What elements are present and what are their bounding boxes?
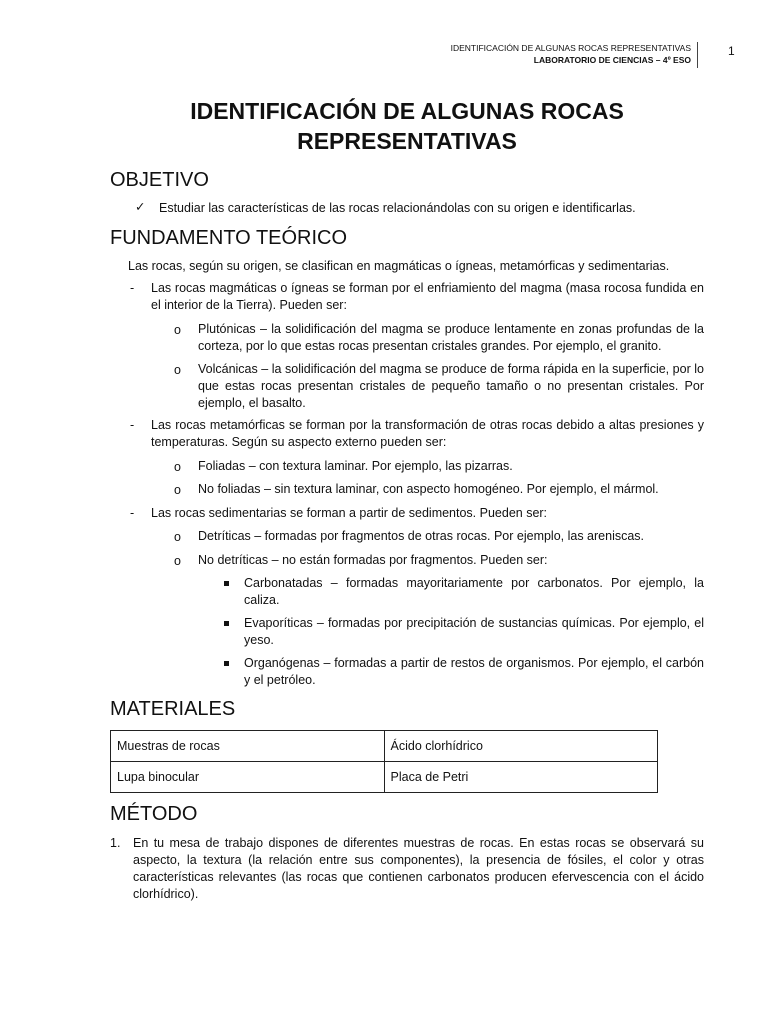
volcanicas-text: Volcánicas – la solidificación del magma se produce de forma rápida en la superficie, por lo que estas rocas presentan cristales de pequeño tamaño o no presentan cristales. Por ejemplo, el basalto. [198,362,704,410]
square-bullet-icon [224,661,229,666]
dash-bullet: - [130,281,135,295]
foliadas-text: Foliadas – con textura laminar. Por ejemplo, las pizarras. [198,459,513,473]
heading-fundamento: FUNDAMENTO TEÓRICO [110,227,348,249]
no-detriticas-text: No detríticas – no están formadas por fragmentos. Pueden ser: [198,553,548,567]
no-foliadas-text: No foliadas – sin textura laminar, con aspecto homogéneo. Por ejemplo, el mármol. [198,482,659,496]
square-bullet-icon [224,621,229,626]
carbonatadas-text: Carbonatadas – formadas mayoritariamente por carbonatos. Por ejemplo, la caliza. [244,576,704,607]
objetivo-item: Estudiar las características de las rocas relacionándolas con su origen e identificarlas. [159,201,636,215]
circle-bullet: o [174,554,181,568]
metodo-step-1: En tu mesa de trabajo dispones de diferentes muestras de rocas. En estas rocas se observará su aspecto, la textura (la relación entre sus componentes), la presencia de fósiles, el color y otras características relevantes (las rocas que contienen carbonatos producen efervescencia con el ácido clorhídrico). [133,836,704,901]
header-course: LABORATORIO DE CIENCIAS – 4º ESO [533,55,691,65]
dash-bullet: - [130,418,135,432]
header-doc-title: IDENTIFICACIÓN DE ALGUNAS ROCAS REPRESENTATIVAS [450,43,691,53]
heading-metodo: MÉTODO [110,803,198,825]
magmaticas-text: Las rocas magmáticas o ígneas se forman por el enfriamiento del magma (masa rocosa fundida en el interior de la Tierra). Pueden ser: [151,281,704,312]
table-row [111,731,658,762]
circle-bullet: o [174,363,181,377]
heading-objetivo: OBJETIVO [110,169,209,191]
plutonicas-text: Plutónicas – la solidificación del magma se produce lentamente en zonas profundas de la corteza, por lo que estas rocas presentan cristales grandes. Por ejemplo, el granito. [198,322,704,353]
page-number: 1 [728,44,735,58]
sedimentarias-text: Las rocas sedimentarias se forman a partir de sedimentos. Pueden ser: [151,506,548,520]
title-line-2: REPRESENTATIVAS [297,128,517,154]
evaporiticas-text: Evaporíticas – formadas por precipitación de sustancias químicas. Por ejemplo, el yeso. [244,616,704,647]
circle-bullet: o [174,460,181,474]
title-line-1: IDENTIFICACIÓN DE ALGUNAS ROCAS [190,98,624,124]
materials-table [110,730,658,793]
table-cell: Lupa binocular [111,762,385,793]
table-cell: Placa de Petri [384,762,658,793]
table-cell: Muestras de rocas [111,731,385,762]
fundamento-intro: Las rocas, según su origen, se clasifican en magmáticas o ígneas, metamórficas y sedimentarias. [128,259,670,273]
table-row [111,762,658,793]
circle-bullet: o [174,530,181,544]
organogenas-text: Organógenas – formadas a partir de restos de organismos. Por ejemplo, el carbón y el petróleo. [244,656,704,687]
running-header [451,42,698,68]
detriticas-text: Detríticas – formadas por fragmentos de otras rocas. Por ejemplo, las areniscas. [198,529,645,543]
circle-bullet: o [174,483,181,497]
step-number: 1. [110,836,121,850]
metamorficas-text: Las rocas metamórficas se forman por la transformación de otras rocas debido a altas presiones y temperaturas. Según su aspecto externo pueden ser: [151,418,704,449]
checkmark-icon: ✓ [135,200,146,214]
page-title [150,96,664,156]
square-bullet-icon [224,581,229,586]
table-cell: Ácido clorhídrico [384,731,658,762]
heading-materiales: MATERIALES [110,698,236,720]
circle-bullet: o [174,323,181,337]
dash-bullet: - [130,506,135,520]
